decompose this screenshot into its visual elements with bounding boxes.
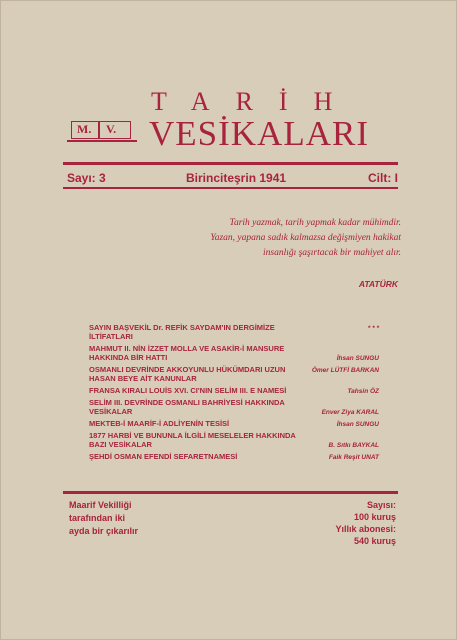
toc-entry [89, 419, 379, 428]
journal-title-main: VESİKALARI [149, 114, 369, 153]
toc-entry-author: Ömer LÜTFİ BARKAN [311, 367, 379, 374]
quote-line: Tarih yazmak, tarih yapmak kadar mühimdir. [229, 218, 401, 228]
toc-entry-title: 1877 HARBİ VE BUNUNLA İLGİLİ MESELELER HAKKINDA BAZI VESİKALAR [89, 431, 296, 449]
toc-entry [89, 344, 379, 362]
meta-rule [63, 187, 398, 189]
toc-entry [89, 323, 379, 341]
volume-number: Cilt: I [368, 171, 398, 185]
toc-entry-title: FRANSA KIRALI LOUİS XVI. CI'NIN SELİM III. E NAMESİ [89, 386, 287, 395]
toc-entry-title: MEKTEB-İ MAARİF-İ ADLİYENİN TESİSİ [89, 419, 230, 428]
table-of-contents [89, 323, 379, 464]
quote-line: Yazan, yapana sadık kalmazsa değişmiyen hakikat [210, 233, 401, 243]
toc-entry-title: ŞEHDİ OSMAN EFENDİ SEFARETNAMESİ [89, 452, 238, 461]
journal-logo [71, 121, 133, 143]
publisher-line: tarafından iki [69, 513, 126, 523]
ataturk-quote [181, 216, 401, 261]
price-line: 540 kuruş [353, 536, 396, 546]
toc-entry-author: Faik Reşit UNAT [328, 454, 379, 461]
price-info [335, 499, 396, 547]
issue-date: Birinciteşrin 1941 [186, 171, 287, 185]
toc-entry-title: MAHMUT II. NİN İZZET MOLLA VE ASAKİR-İ MANSURE HAKKINDA BİR HATTI [89, 344, 285, 362]
publisher-line: Maarif Vekilliği [69, 500, 132, 510]
price-line: Yıllık abonesi: [335, 524, 396, 534]
top-rule [63, 162, 398, 165]
toc-entry [89, 398, 379, 416]
toc-entry [89, 386, 379, 395]
logo-underline [67, 140, 137, 142]
logo-initials-left: M. [77, 122, 92, 136]
toc-entry-author: İhsan SUNGU [336, 421, 379, 428]
toc-entry-title: OSMANLI DEVRİNDE AKKOYUNLU HÜKÜMDARI UZUN HASAN BEYE AİT KANUNLAR [89, 365, 286, 383]
toc-entry-author: * * * [367, 325, 379, 332]
toc-entry-title: SAYIN BAŞVEKİL Dr. REFİK SAYDAM'IN DERGİMİZE İLTİFATLARI [89, 323, 275, 341]
issue-number: Sayı: 3 [67, 171, 106, 185]
logo-divider [98, 121, 100, 139]
price-line: 100 kuruş [353, 512, 396, 522]
toc-entry-author: Tahsin ÖZ [347, 388, 379, 395]
toc-entry-author: B. Sıtkı BAYKAL [328, 442, 379, 449]
publisher-info [69, 499, 138, 538]
bottom-rule [63, 491, 398, 494]
toc-entry [89, 431, 379, 449]
quote-line: insanlığı şaşırtacak bir mahiyet alır. [262, 248, 401, 258]
toc-entry [89, 452, 379, 461]
publisher-line: ayda bir çıkarılır [69, 526, 139, 536]
quote-author: ATATÜRK [358, 279, 398, 289]
logo-initials-right: V. [106, 122, 117, 136]
toc-entry-author: İhsan SUNGU [336, 355, 379, 362]
toc-entry [89, 365, 379, 383]
toc-entry-title: SELİM III. DEVRİNDE OSMANLI BAHRİYESİ HAKKINDA VESİKALAR [89, 398, 285, 416]
toc-entry-author: Enver Ziya KARAL [321, 409, 379, 416]
journal-title-top: TARİH [151, 87, 359, 116]
price-line: Sayısı: [366, 500, 396, 510]
